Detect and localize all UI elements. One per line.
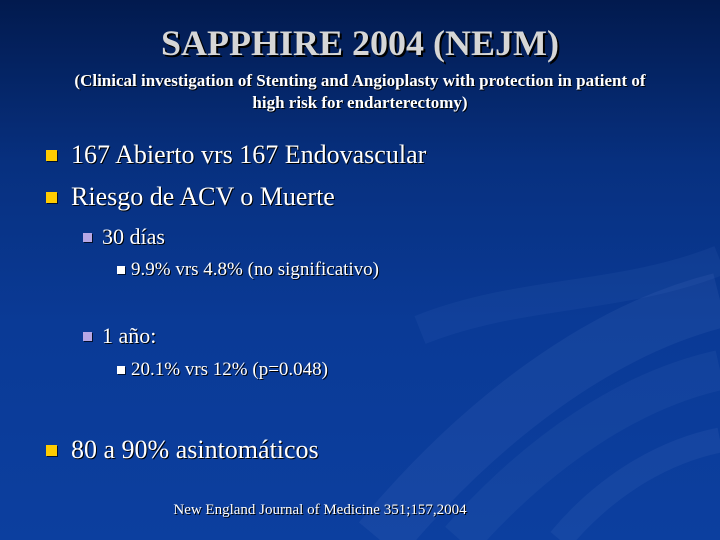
bullet-text: 167 Abierto vrs 167 Endovascular [71,140,427,169]
bullet-text: 1 año: [102,323,157,348]
slide-title: SAPPHIRE 2004 (NEJM) [161,23,559,63]
bullet-item [117,358,328,382]
bullet-item [117,258,379,282]
bullet-text: Riesgo de ACV o Muerte [71,182,335,211]
slide-subtitle: (Clinical investigation of Stenting and Angioplasty with protection in patient of high risk for endarterectomy) [74,71,646,112]
bullet-text: 9.9% vrs 4.8% (no significativo) [131,259,380,280]
bullet-text: 30 días [102,224,165,249]
square-bullet-icon [46,192,57,203]
bullet-text: 20.1% vrs 12% (p=0.048) [131,359,328,380]
bullet-item [83,322,156,350]
bullet-item [83,223,165,251]
square-bullet-icon [83,332,92,341]
square-bullet-icon [117,366,125,374]
bullet-text: 80 a 90% asintomáticos [71,435,319,464]
bullet-item [46,181,335,213]
square-bullet-icon [46,150,57,161]
bullet-item [46,139,426,171]
bullet-item [46,434,319,466]
square-bullet-icon [46,445,57,456]
reference-citation: New England Journal of Medicine 351;157,2004 [173,502,467,518]
square-bullet-icon [117,266,125,274]
square-bullet-icon [83,233,92,242]
